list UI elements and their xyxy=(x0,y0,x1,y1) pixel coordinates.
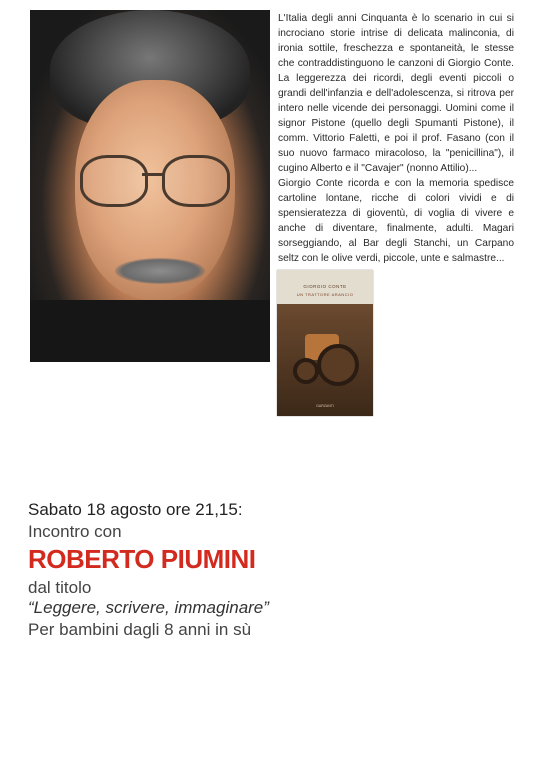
event-title-intro: dal titolo xyxy=(28,578,92,597)
author-portrait-photo xyxy=(30,10,270,362)
book-description xyxy=(278,11,514,266)
glasses-lens-left xyxy=(80,155,148,207)
description-paragraph-2: Giorgio Conte ricorda e con la memoria spedisce cartoline lontane, ricche di colori vividi e di spensieratezza di gioventù, di voglia di vivere e anche di diventare, finalmente, adulti. Magari sorseggiando, al Bar degli Stanchi, un Carpano seltz con le olive verdi, piccole, unte e salmastre... xyxy=(278,178,514,264)
book-cover-publisher: GARZANTI xyxy=(316,404,334,408)
description-paragraph-1: L'Italia degli anni Cinquanta è lo scenario in cui si incrociano storie intrise di delicata malinconia, di ironia sottile, freschezza e spontaneità, le stesse che contraddistinguono le canzoni di Giorgio Conte. La leggerezza dei ricordi, degli eventi piccoli o grandi dell'infanzia e dell'adolescenza, si ritrova per intero nelle vicende dei personaggi. Uomini come il signor Pistone (quello degli Spumanti Pistone), il comm. Vittorio Faletti, e poi il prof. Fasano (con il suo nuovo farmaco miracoloso, la "penicillina"), il cugino Alberto e il "Cavajer" (nonno Attilio)... xyxy=(278,13,514,174)
tractor-illustration xyxy=(291,322,361,392)
event-audience: Per bambini dagli 8 anni in sù xyxy=(28,620,252,639)
glasses-bridge xyxy=(142,173,164,176)
event-date-time: Sabato 18 agosto ore 21,15: xyxy=(28,500,243,519)
tractor-rear-wheel xyxy=(317,344,359,386)
tractor-front-wheel xyxy=(293,358,319,384)
book-cover-author: GIORGIO CONTE xyxy=(303,284,347,289)
portrait-glasses xyxy=(80,155,230,205)
book-cover-image xyxy=(277,270,373,416)
event-intro: Incontro con xyxy=(28,522,122,541)
portrait-mustache xyxy=(115,258,205,284)
glasses-lens-right xyxy=(162,155,230,207)
event-title: “Leggere, scrivere, immaginare” xyxy=(28,598,269,617)
portrait-shirt xyxy=(30,300,270,362)
book-cover-title: UN TRATTORE ARANCIO xyxy=(296,292,354,297)
guest-name: ROBERTO PIUMINI xyxy=(28,544,256,574)
